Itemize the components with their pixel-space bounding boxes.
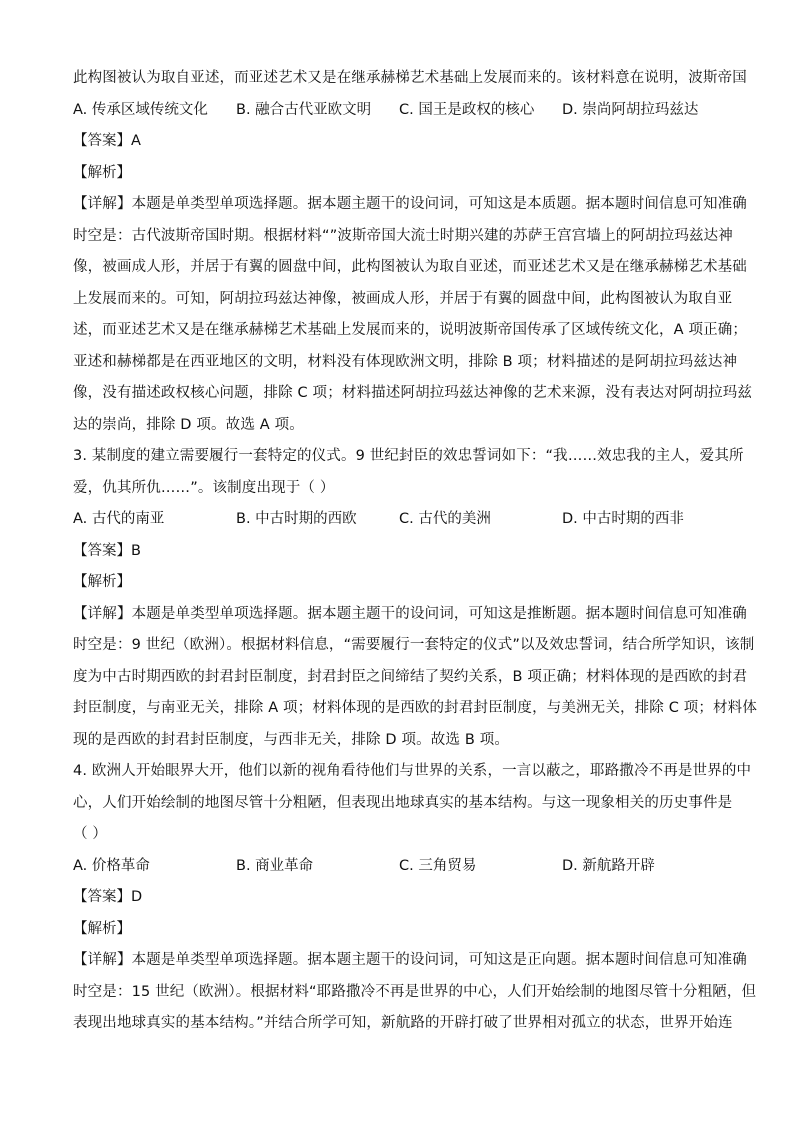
q2-option-a: A. 传承区域传统文化 bbox=[73, 101, 208, 118]
q4-stem-line: （ ） bbox=[73, 826, 108, 842]
q2-stem-tail: 此构图被认为取自亚述，而亚述艺术又是在继承赫梯艺术基础上发展而来的。该材料意在说明，波斯帝国 bbox=[73, 70, 747, 86]
q3-option-c: C. 古代的美洲 bbox=[399, 511, 491, 527]
q2-analysis-label: 【解析】 bbox=[73, 164, 131, 181]
q4-detail-line: 时空是：15 世纪（欧洲）。根据材料“耶路撒冷不再是世界的中心，人们开始绘制的地图尽管十分粗陋，但 bbox=[73, 983, 757, 1000]
q3-detail-line: 【详解】本题是单类型单项选择题。据本题主题干的设问词，可知这是推断题。据本题时间信息可知准确 bbox=[73, 605, 747, 622]
document-page bbox=[73, 63, 757, 1040]
q2-options bbox=[73, 95, 723, 127]
q4-detail-line: 表现出地球真实的基本结构。”并结合所学可知，新航路的开辟打破了世界相对孤立的状态，世界开始连 bbox=[73, 1015, 733, 1031]
q2-detail-line: 时空是：古代波斯帝国时期。根据材料“”波斯帝国大流士时期兴建的苏萨王宫宫墙上的阿胡拉玛兹达神 bbox=[73, 227, 733, 244]
q2-answer: 【答案】A bbox=[73, 133, 141, 149]
q3-stem-line: 爱，仇其所仇……”。该制度出现于（ ） bbox=[73, 479, 335, 496]
q2-detail-line: 亚述和赫梯都是在西亚地区的文明，材料没有体现欧洲文明，排除 B 项；材料描述的是阿胡拉玛兹达神 bbox=[73, 353, 738, 370]
q4-option-b: B. 商业革命 bbox=[236, 857, 314, 874]
q4-stem-line: 4. 欧洲人开始眼界大开，他们以新的视角看待他们与世界的关系，一言以蔽之，耶路撒冷不再是世界的中 bbox=[73, 763, 752, 779]
q4-option-a: A. 价格革命 bbox=[73, 857, 150, 874]
q3-detail-line: 现的是西欧的封君封臣制度，与西非无关，排除 D 项。故选 B 项。 bbox=[73, 731, 509, 748]
q4-option-d: D. 新航路开辟 bbox=[562, 857, 655, 874]
q2-detail-line: 述，而亚述艺术又是在继承赫梯艺术基础上发展而来的，说明波斯帝国传承了区域传统文化，A 项正确； bbox=[73, 322, 748, 338]
q2-option-d: D. 崇尚阿胡拉玛兹达 bbox=[562, 101, 699, 118]
q4-analysis-label: 【解析】 bbox=[73, 920, 131, 937]
q2-detail-line: 达的崇尚，排除 D 项。故选 A 项。 bbox=[73, 416, 304, 433]
q3-answer: 【答案】B bbox=[73, 542, 141, 559]
q2-detail-line: 上发展而来的。可知，阿胡拉玛兹达神像，被画成人形，并居于有翼的圆盘中间，此构图被认为取自亚 bbox=[73, 290, 733, 307]
q3-detail-line: 封臣制度，与南亚无关，排除 A 项；材料体现的是西欧的封君封臣制度，与美洲无关，排除 C 项；材料体 bbox=[73, 700, 757, 716]
q3-options bbox=[73, 504, 723, 536]
q4-option-c: C. 三角贸易 bbox=[399, 857, 477, 874]
q3-detail-line: 度为中古时期西欧的封君封臣制度，封君封臣之间缔结了契约关系，B 项正确；材料体现的是西欧的封君 bbox=[73, 668, 748, 685]
q3-option-b: B. 中古时期的西欧 bbox=[236, 511, 357, 527]
q2-detail-line: 【详解】本题是单类型单项选择题。据本题主题干的设问词，可知这是本质题。据本题时间信息可知准确 bbox=[73, 196, 747, 212]
q2-detail-line: 像，被画成人形，并居于有翼的圆盘中间，此构图被认为取自亚述，而亚述艺术又是在继承赫梯艺术基础 bbox=[73, 259, 747, 275]
q2-detail-line: 像，没有描述政权核心问题，排除 C 项；材料描述阿胡拉玛兹达神像的艺术来源，没有表达对阿胡拉玛兹 bbox=[73, 385, 753, 401]
q2-option-c: C. 国王是政权的核心 bbox=[399, 101, 535, 118]
q2-option-b: B. 融合古代亚欧文明 bbox=[236, 101, 372, 118]
q4-stem-line: 心，人们开始绘制的地图尽管十分粗陋，但表现出地球真实的基本结构。与这一现象相关的历史事件是 bbox=[73, 794, 733, 811]
q3-option-a: A. 古代的南亚 bbox=[73, 511, 165, 527]
q4-options bbox=[73, 851, 723, 883]
q3-option-d: D. 中古时期的西非 bbox=[562, 511, 684, 527]
q4-answer: 【答案】D bbox=[73, 889, 143, 905]
q3-analysis-label: 【解析】 bbox=[73, 574, 131, 590]
q3-detail-line: 时空是：9 世纪（欧洲）。根据材料信息，“需要履行一套特定的仪式”以及效忠誓词，结合所学知识，该制 bbox=[73, 637, 755, 653]
q3-stem-line: 3. 某制度的建立需要履行一套特定的仪式。9 世纪封臣的效忠誓词如下：“我……效忠我的主人，爱其所 bbox=[73, 448, 744, 464]
q4-detail-line: 【详解】本题是单类型单项选择题。据本题主题干的设问词，可知这是正向题。据本题时间信息可知准确 bbox=[73, 952, 747, 968]
